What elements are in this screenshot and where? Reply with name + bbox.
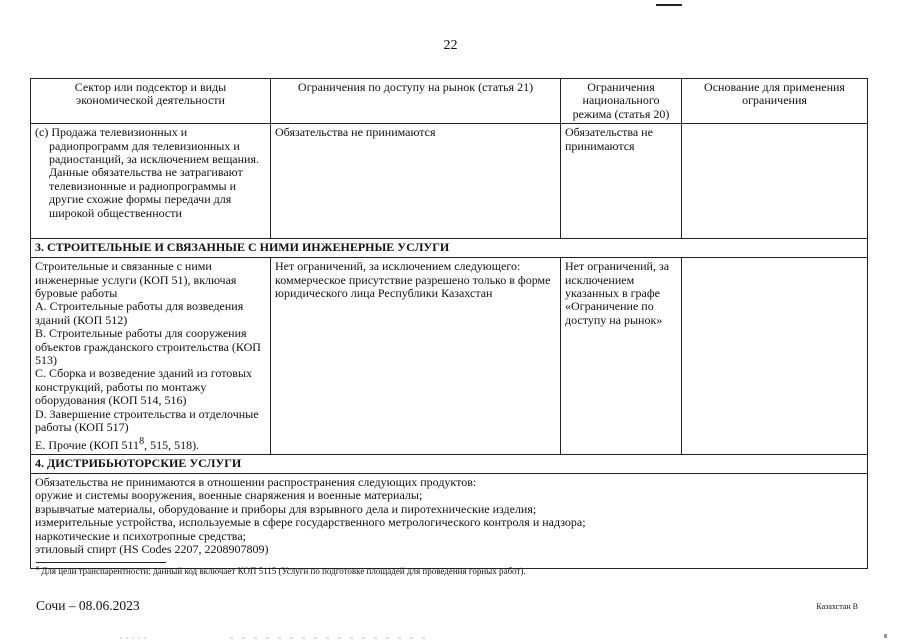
distribution-line: этиловый спирт (HS Codes 2207, 2208907809) xyxy=(35,541,269,556)
last-line-suffix: , 515, 518). xyxy=(144,437,200,452)
distribution-line: оружие и системы вооружения, военные снаряжения и военные материалы; xyxy=(35,488,423,503)
section-row xyxy=(31,239,868,258)
section-row xyxy=(31,454,868,473)
cell-basis xyxy=(682,258,868,455)
distribution-line: измерительные устройства, используемые в сфере государственного метрологического контроля и надзора; xyxy=(35,515,586,530)
footnote-divider xyxy=(36,562,166,563)
header-sector: Сектор или подсектор и виды экономической деятельности xyxy=(31,79,271,124)
sector-line: D. Завершение строительства и отделочные работы (КОП 517) xyxy=(35,406,259,435)
country-label: Казахстан В xyxy=(816,602,858,611)
header-market-access: Ограничения по доступу на рынок (статья 21) xyxy=(271,79,561,124)
cell-basis xyxy=(682,124,868,239)
footnote-mark: 8 xyxy=(36,566,39,572)
top-mark xyxy=(656,4,682,6)
cell-market-access: Нет ограничений, за исключением следующего: коммерческое присутствие разрешено только в форме юридического лица Республики Казахстан xyxy=(271,258,561,455)
cell-national-treatment: Нет ограничений, за исключением указанных в графе «Ограничение по доступу на рынок» xyxy=(561,258,682,455)
section-3-title: 3. СТРОИТЕЛЬНЫЕ И СВЯЗАННЫЕ С НИМИ ИНЖЕНЕРНЫЕ УСЛУГИ xyxy=(31,239,868,258)
distribution-cell xyxy=(31,473,868,568)
page-number: 22 xyxy=(443,38,458,53)
table-row xyxy=(31,258,868,455)
sector-line: Строительные и связанные с ними инженерные услуги (КОП 51), включая буровые работы xyxy=(35,259,237,301)
last-line-prefix: Е. Прочие (КОП 511 xyxy=(35,437,140,452)
distribution-line: взрывчатые материалы, оборудование и приборы для взрывного дела и пиротехнические изделия; xyxy=(35,501,537,516)
cell-national-treatment: Обязательства не принимаются xyxy=(561,124,682,239)
sector-line-last xyxy=(35,435,266,452)
scan-artifact xyxy=(0,630,901,640)
footnote-text: Для цели транспарентности: данный код включает КОП 5115 (Услуги по подготовке площадей для проведения горных работ). xyxy=(39,566,526,576)
sector-line: В. Строительные работы для сооружения объектов гражданского строительства (КОП 513) xyxy=(35,326,261,368)
sector-text: (с) Продажа телевизионных и радиопрограмм для телевизионных и радиостанций, за исключением вещания. Данные обязательства не затрагивают телевизионные и радиопрограммы и другие схожие формы передачи для широкой общественности xyxy=(35,125,259,220)
header-basis: Основание для применения ограничения xyxy=(682,79,868,124)
cell-sector xyxy=(31,124,271,239)
header-national-treatment: Ограничения национального режима (статья 20) xyxy=(561,79,682,124)
footnote xyxy=(36,566,526,576)
table-row xyxy=(31,124,868,239)
cell-market-access: Обязательства не принимаются xyxy=(271,124,561,239)
sector-line: С. Сборка и возведение зданий из готовых конструкций, работы по монтажу оборудования (КОП 514, 516) xyxy=(35,366,253,408)
distribution-line: наркотические и психотропные средства; xyxy=(35,528,246,543)
section-4-title: 4. ДИСТРИБЬЮТОРСКИЕ УСЛУГИ xyxy=(31,454,868,473)
footnote-ref: 8 xyxy=(139,435,145,447)
sector-line: А. Строительные работы для возведения зданий (КОП 512) xyxy=(35,299,244,327)
table-row xyxy=(31,473,868,568)
commitments-table xyxy=(30,78,868,569)
cell-sector xyxy=(31,258,271,455)
table-header-row xyxy=(31,79,868,124)
city-date: Сочи – 08.06.2023 xyxy=(36,598,140,613)
distribution-line: Обязательства не принимаются в отношении распространения следующих продуктов: xyxy=(35,474,477,489)
